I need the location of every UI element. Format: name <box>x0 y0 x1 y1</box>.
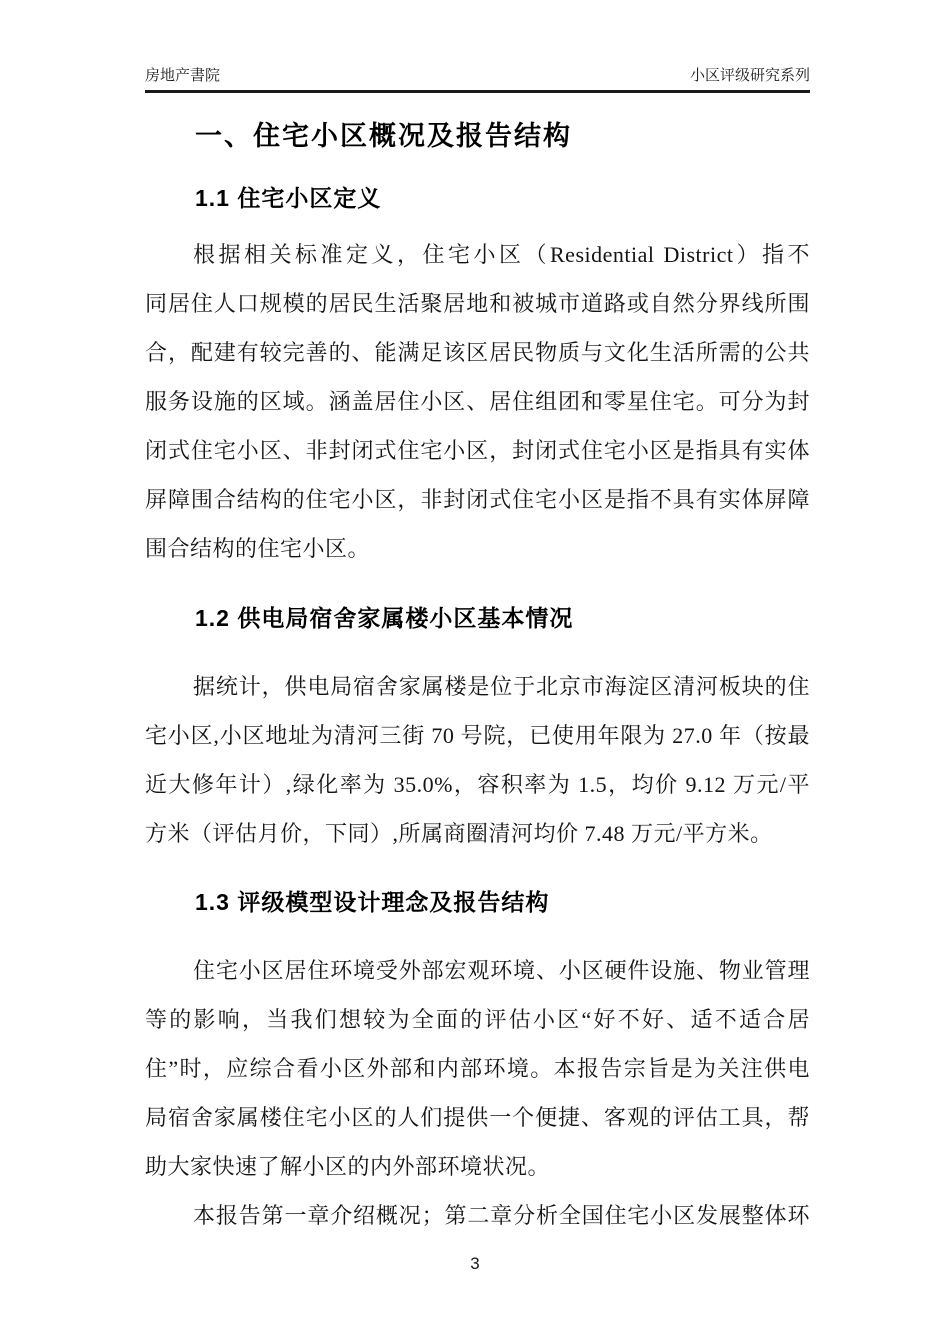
section-1-1-heading: 1.1 住宅小区定义 <box>195 185 382 211</box>
section-1-1-paragraph <box>145 230 810 573</box>
paragraph-line: 闭式住宅小区、非封闭式住宅小区，封闭式住宅小区是指具有实体 <box>145 438 810 463</box>
chapter-title: 一、住宅小区概况及报告结构 <box>195 121 572 151</box>
paragraph-line: 根据相关标准定义，住宅小区（Residential District）指不 <box>193 242 810 267</box>
page-number: 3 <box>470 1254 480 1273</box>
paragraph-line: 助大家快速了解小区的内外部环境状况。 <box>145 1154 551 1179</box>
paragraph-line: 住”时，应综合看小区外部和内部环境。本报告宗旨是为关注供电 <box>145 1056 810 1081</box>
paragraph-line: 等的影响，当我们想较为全面的评估小区“好不好、适不适合居 <box>145 1007 810 1032</box>
paragraph-line: 屏障围合结构的住宅小区，非封闭式住宅小区是指不具有实体屏障 <box>145 487 810 512</box>
paragraph-line: 住宅小区居住环境受外部宏观环境、小区硬件设施、物业管理 <box>193 958 810 983</box>
page-footer <box>0 1254 950 1274</box>
paragraph-line: 方米（评估月价，下同）,所属商圈清河均价 7.48 万元/平方米。 <box>145 821 773 846</box>
section-1-2-paragraph <box>145 662 810 858</box>
header-left-text: 房地产書院 <box>145 67 221 84</box>
paragraph-line: 局宿舍家属楼住宅小区的人们提供一个便捷、客观的评估工具，帮 <box>145 1105 810 1130</box>
paragraph-line: 合，配建有较完善的、能满足该区居民物质与文化生活所需的公共 <box>145 340 810 365</box>
page-header <box>145 0 810 93</box>
section-1-3-paragraph-1 <box>145 946 810 1191</box>
paragraph-line: 据统计，供电局宿舍家属楼是位于北京市海淀区清河板块的住 <box>193 674 810 699</box>
section-1-3-heading: 1.3 评级模型设计理念及报告结构 <box>195 889 550 915</box>
paragraph-line: 围合结构的住宅小区。 <box>145 536 371 561</box>
paragraph-line: 近大修年计）,绿化率为 35.0%，容积率为 1.5，均价 9.12 万元/平 <box>145 772 810 797</box>
paragraph-line: 同居住人口规模的居民生活聚居地和被城市道路或自然分界线所围 <box>145 291 810 316</box>
paragraph-line: 服务设施的区域。涵盖居住小区、居住组团和零星住宅。可分为封 <box>145 389 810 414</box>
header-right-text: 小区评级研究系列 <box>689 67 810 84</box>
section-1-3-paragraph-2 <box>145 1191 810 1240</box>
section-1-2-heading: 1.2 供电局宿舍家属楼小区基本情况 <box>195 605 574 631</box>
paragraph-line: 宅小区,小区地址为清河三街 70 号院，已使用年限为 27.0 年（按最 <box>145 723 810 748</box>
paragraph-line: 本报告第一章介绍概况；第二章分析全国住宅小区发展整体环 <box>193 1203 810 1228</box>
text-column <box>145 0 810 1240</box>
